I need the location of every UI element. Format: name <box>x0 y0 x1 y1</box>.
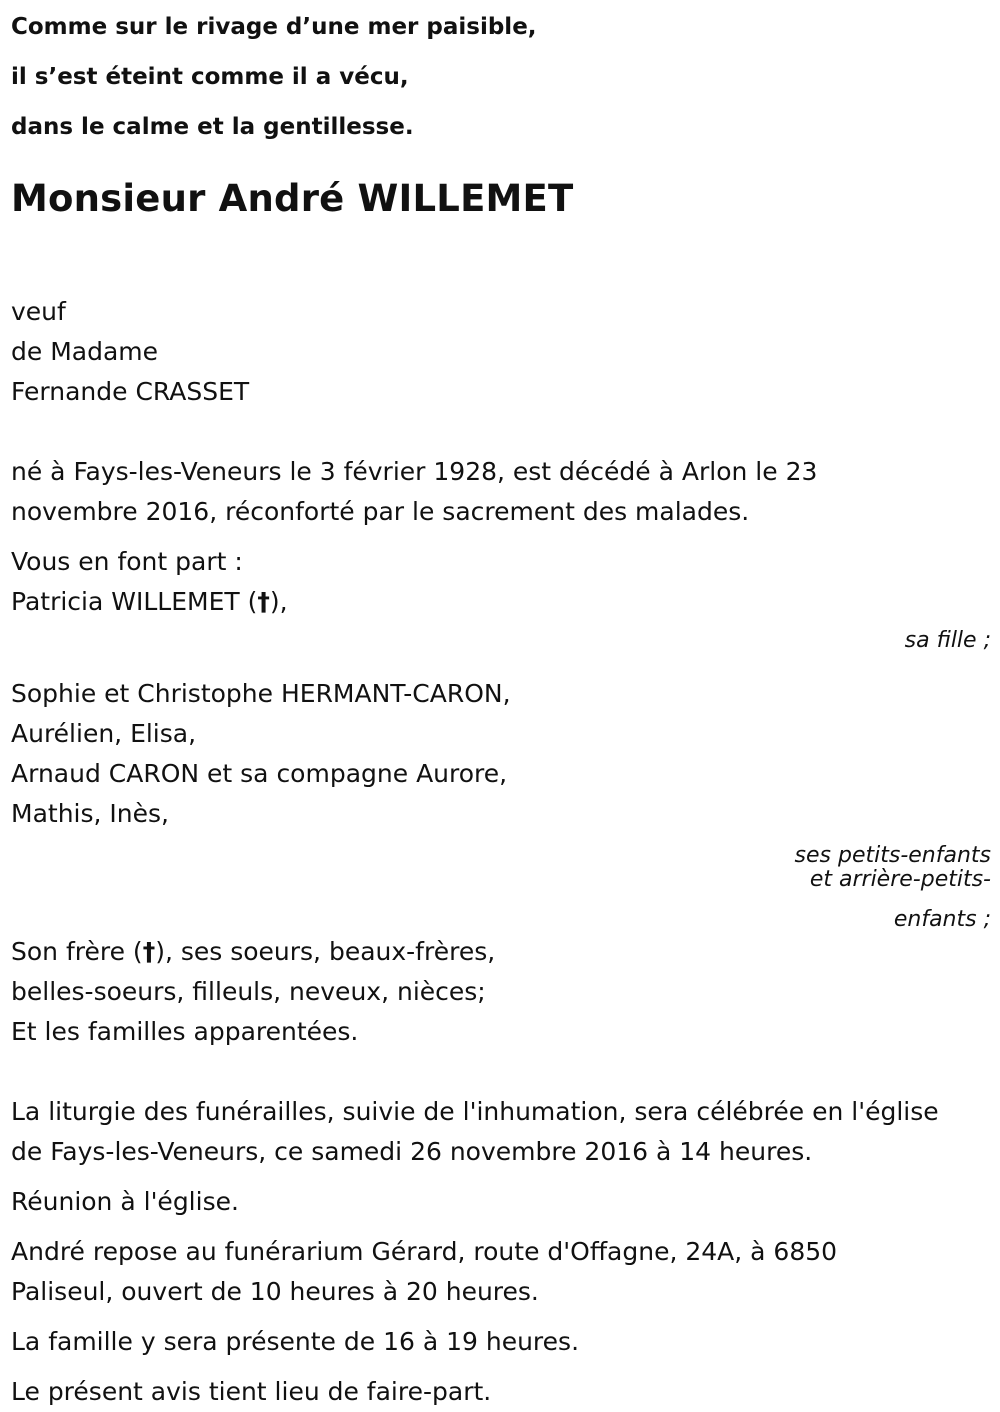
grandchildren-line: Mathis, Inès, <box>11 799 169 828</box>
funerarium-line: Paliseul, ouvert de 10 heures à 20 heures. <box>11 1277 539 1306</box>
meeting-info: Réunion à l'église. <box>11 1187 239 1216</box>
announcers-intro: Vous en font part : <box>11 547 243 576</box>
verse-line: il s’est éteint comme il a vécu, <box>11 64 409 90</box>
verse-line: Comme sur le rivage d’une mer paisible, <box>11 14 537 40</box>
daughter-role: sa fille ; <box>904 628 991 653</box>
spouse-info <box>11 292 991 412</box>
family-line: Et les familles apparentées. <box>11 1017 359 1046</box>
grandchildren-role-line: et arrière-petits- <box>809 867 991 892</box>
family-line-end: ), ses soeurs, beaux-frères, <box>155 937 496 966</box>
cross-icon: † <box>257 587 270 616</box>
opening-verse <box>11 2 991 152</box>
spouse-line: de Madame <box>11 337 159 366</box>
extended-family <box>11 932 991 1052</box>
funeral-info <box>11 1092 991 1172</box>
family-presence: La famille y sera présente de 16 à 19 heures. <box>11 1327 580 1356</box>
deceased-name: Monsieur André WILLEMET <box>11 177 574 220</box>
liturgy-line: de Fays-les-Veneurs, ce samedi 26 novembre 2016 à 14 heures. <box>11 1137 813 1166</box>
family-line: belles-soeurs, filleuls, neveux, nièces; <box>11 977 486 1006</box>
grandchildren-line: Aurélien, Elisa, <box>11 719 197 748</box>
grandchildren-line: Sophie et Christophe HERMANT-CARON, <box>11 679 511 708</box>
obituary-notice <box>11 0 991 1412</box>
birth-death-info <box>11 452 991 532</box>
daughter-end: ), <box>269 587 288 616</box>
birth-death-line: novembre 2016, réconforté par le sacrement des malades. <box>11 497 750 526</box>
grandchildren-role-line: ses petits-enfants <box>794 843 991 868</box>
notice-line: Le présent avis tient lieu de faire-part. <box>11 1377 492 1406</box>
announcers-section <box>11 542 991 622</box>
grandchildren-list <box>11 674 991 834</box>
liturgy-line: La liturgie des funérailles, suivie de l'inhumation, sera célébrée en l'église <box>11 1097 939 1126</box>
grandchildren-line: Arnaud CARON et sa compagne Aurore, <box>11 759 508 788</box>
daughter-line <box>11 582 991 622</box>
brother-label: Son frère ( <box>11 937 143 966</box>
verse-line: dans le calme et la gentillesse. <box>11 114 414 140</box>
family-line <box>11 932 991 972</box>
spouse-line: veuf <box>11 297 66 326</box>
grandchildren-role <box>11 844 991 932</box>
funerarium-info <box>11 1232 991 1312</box>
grandchildren-role-line: enfants ; <box>893 907 991 932</box>
spouse-line: Fernande CRASSET <box>11 377 250 406</box>
birth-death-line: né à Fays-les-Veneurs le 3 février 1928, est décédé à Arlon le 23 <box>11 457 818 486</box>
funerarium-line: André repose au funérarium Gérard, route d'Offagne, 24A, à 6850 <box>11 1237 838 1266</box>
daughter-name: Patricia WILLEMET ( <box>11 587 258 616</box>
cross-icon: † <box>142 937 156 966</box>
